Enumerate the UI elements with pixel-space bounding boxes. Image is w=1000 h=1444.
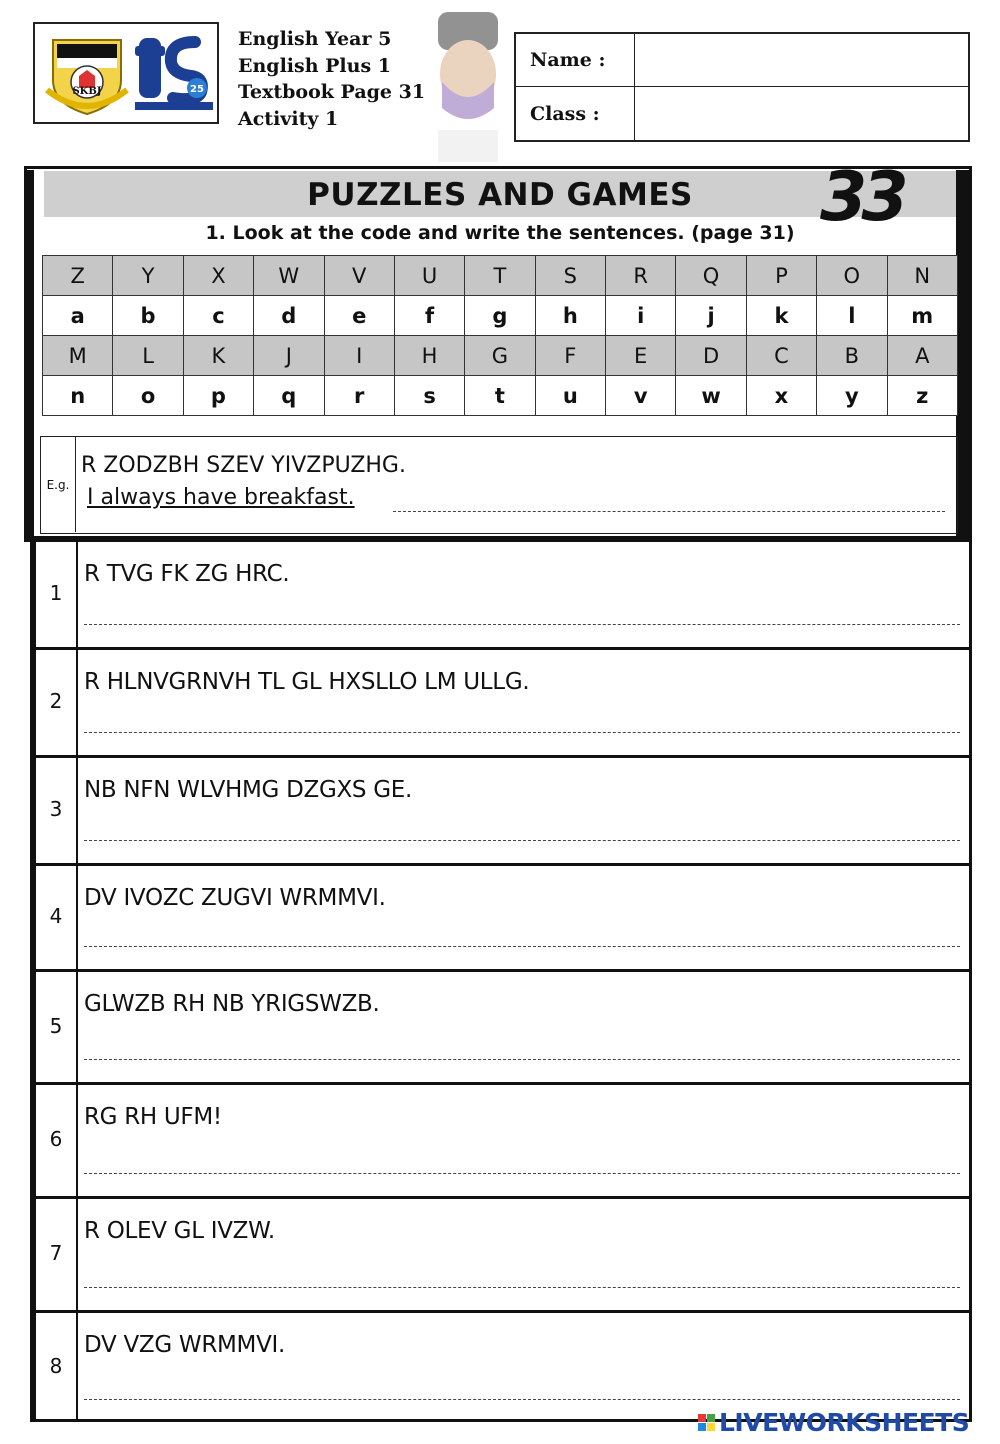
cipher-cell: H: [394, 336, 464, 376]
exercise-code: DV IVOZC ZUGVI WRMMVI.: [84, 885, 386, 911]
example-code: R ZODZBH SZEV YIVZPUZHG.: [81, 453, 406, 478]
exercise-number: 8: [36, 1310, 78, 1422]
cipher-cell: M: [43, 336, 113, 376]
answer-line[interactable]: [84, 840, 960, 841]
cipher-cell: v: [606, 376, 676, 416]
cipher-cell: Y: [113, 256, 183, 296]
class-field[interactable]: [635, 87, 968, 140]
exercise-number: 3: [36, 755, 78, 863]
header-line: English Plus 1: [238, 54, 391, 77]
exercise-row: [36, 755, 970, 866]
cipher-cell: J: [254, 336, 324, 376]
answer-line[interactable]: [84, 1399, 960, 1400]
cipher-cell: B: [817, 336, 887, 376]
exercise-list: [30, 536, 972, 1422]
answer-line[interactable]: [84, 1059, 960, 1060]
exercise-code: RG RH UFM!: [84, 1104, 222, 1130]
cipher-cell: S: [535, 256, 605, 296]
worksheet-header: [238, 26, 425, 132]
exercise-code: NB NFN WLVHMG DZGXS GE.: [84, 777, 413, 803]
cipher-cell: C: [746, 336, 816, 376]
cipher-cell: d: [254, 296, 324, 336]
cipher-code-row: [43, 256, 958, 296]
cipher-cell: R: [606, 256, 676, 296]
cipher-cell: s: [394, 376, 464, 416]
cipher-cell: y: [817, 376, 887, 416]
example-label: E.g.: [41, 437, 76, 532]
cipher-cell: X: [183, 256, 253, 296]
cipher-table: [42, 255, 958, 416]
cipher-cell: n: [43, 376, 113, 416]
answer-line[interactable]: [84, 946, 960, 947]
crest-text: SKBJ: [72, 86, 102, 97]
example-answer-text: I always have breakfast.: [87, 485, 355, 510]
cipher-cell: q: [254, 376, 324, 416]
cipher-plain-row: [43, 376, 958, 416]
panel-left-border: [26, 170, 34, 540]
panel-right-border: [956, 170, 970, 540]
exercise-code: DV VZG WRMMVI.: [84, 1332, 286, 1358]
cipher-cell: A: [887, 336, 958, 376]
cipher-cell: o: [113, 376, 183, 416]
class-label: Class :: [516, 87, 635, 140]
cipher-cell: G: [465, 336, 535, 376]
cipher-cell: l: [817, 296, 887, 336]
cipher-cell: K: [183, 336, 253, 376]
cipher-cell: j: [676, 296, 746, 336]
exercise-row: [36, 1082, 970, 1199]
cipher-cell: D: [676, 336, 746, 376]
example-answer-line: [393, 511, 945, 512]
cipher-cell: Q: [676, 256, 746, 296]
cipher-cell: p: [183, 376, 253, 416]
cipher-cell: k: [746, 296, 816, 336]
cipher-code-row: [43, 336, 958, 376]
cipher-cell: I: [324, 336, 394, 376]
cipher-cell: U: [394, 256, 464, 296]
header-line: English Year 5: [238, 28, 392, 50]
cipher-cell: V: [324, 256, 394, 296]
exercise-code: GLWZB RH NB YRIGSWZB.: [84, 991, 380, 1017]
cipher-cell: u: [535, 376, 605, 416]
cipher-cell: m: [887, 296, 958, 336]
cipher-cell: N: [887, 256, 958, 296]
exercise-number: 7: [36, 1196, 78, 1310]
cipher-cell: c: [183, 296, 253, 336]
cipher-cell: a: [43, 296, 113, 336]
exercise-row: [36, 863, 970, 972]
cipher-cell: t: [465, 376, 535, 416]
answer-line[interactable]: [84, 1173, 960, 1174]
exercise-code: R HLNVGRNVH TL GL HXSLLO LM ULLG.: [84, 669, 530, 695]
exercise-row: [36, 1310, 970, 1422]
name-field[interactable]: [635, 34, 968, 87]
cipher-cell: x: [746, 376, 816, 416]
example-row: [40, 436, 958, 534]
ts25-logo-icon: [135, 32, 213, 112]
cipher-cell: e: [324, 296, 394, 336]
cipher-cell: Z: [43, 256, 113, 296]
cipher-cell: b: [113, 296, 183, 336]
exercise-code: R OLEV GL IVZW.: [84, 1218, 275, 1244]
cipher-cell: g: [465, 296, 535, 336]
cipher-cell: W: [254, 256, 324, 296]
liveworksheets-watermark: [698, 1408, 969, 1437]
watermark-text: LIVEWORKSHEETS: [719, 1408, 970, 1437]
exercise-number: 4: [36, 863, 78, 969]
header-line: Activity 1: [238, 107, 339, 130]
cipher-cell: L: [113, 336, 183, 376]
name-label: Name :: [516, 34, 635, 87]
logo-box: [33, 22, 219, 124]
exercise-number: 1: [36, 539, 78, 647]
cipher-cell: T: [465, 256, 535, 296]
answer-line[interactable]: [84, 732, 960, 733]
cipher-cell: i: [606, 296, 676, 336]
cipher-cell: E: [606, 336, 676, 376]
liveworksheets-logo-icon: [698, 1414, 715, 1431]
answer-line[interactable]: [84, 1287, 960, 1288]
cipher-cell: z: [887, 376, 958, 416]
cipher-cell: h: [535, 296, 605, 336]
exercise-row: [36, 1196, 970, 1313]
cipher-cell: r: [324, 376, 394, 416]
answer-line[interactable]: [84, 624, 960, 625]
exercise-row: [36, 539, 970, 650]
school-crest-icon: [43, 30, 131, 116]
svg-text:25: 25: [190, 84, 204, 95]
exercise-number: 2: [36, 647, 78, 755]
exercise-row: [36, 969, 970, 1085]
exercise-code: R TVG FK ZG HRC.: [84, 561, 290, 587]
cipher-cell: f: [394, 296, 464, 336]
section-title: PUZZLES AND GAMES: [307, 177, 693, 213]
exercise-row: [36, 647, 970, 758]
cipher-cell: O: [817, 256, 887, 296]
header-line: Textbook Page 31: [238, 81, 426, 103]
instruction-text: 1. Look at the code and write the sentences. (page 31): [205, 222, 795, 244]
cipher-cell: P: [746, 256, 816, 296]
exercise-number: 6: [36, 1082, 78, 1196]
portrait-image: [428, 12, 508, 162]
cipher-cell: w: [676, 376, 746, 416]
cipher-plain-row: [43, 296, 958, 336]
name-class-table: [514, 32, 970, 142]
cipher-cell: F: [535, 336, 605, 376]
example-answer: [87, 485, 355, 510]
exercise-number: 5: [36, 969, 78, 1082]
unit-number: 33: [820, 158, 903, 237]
